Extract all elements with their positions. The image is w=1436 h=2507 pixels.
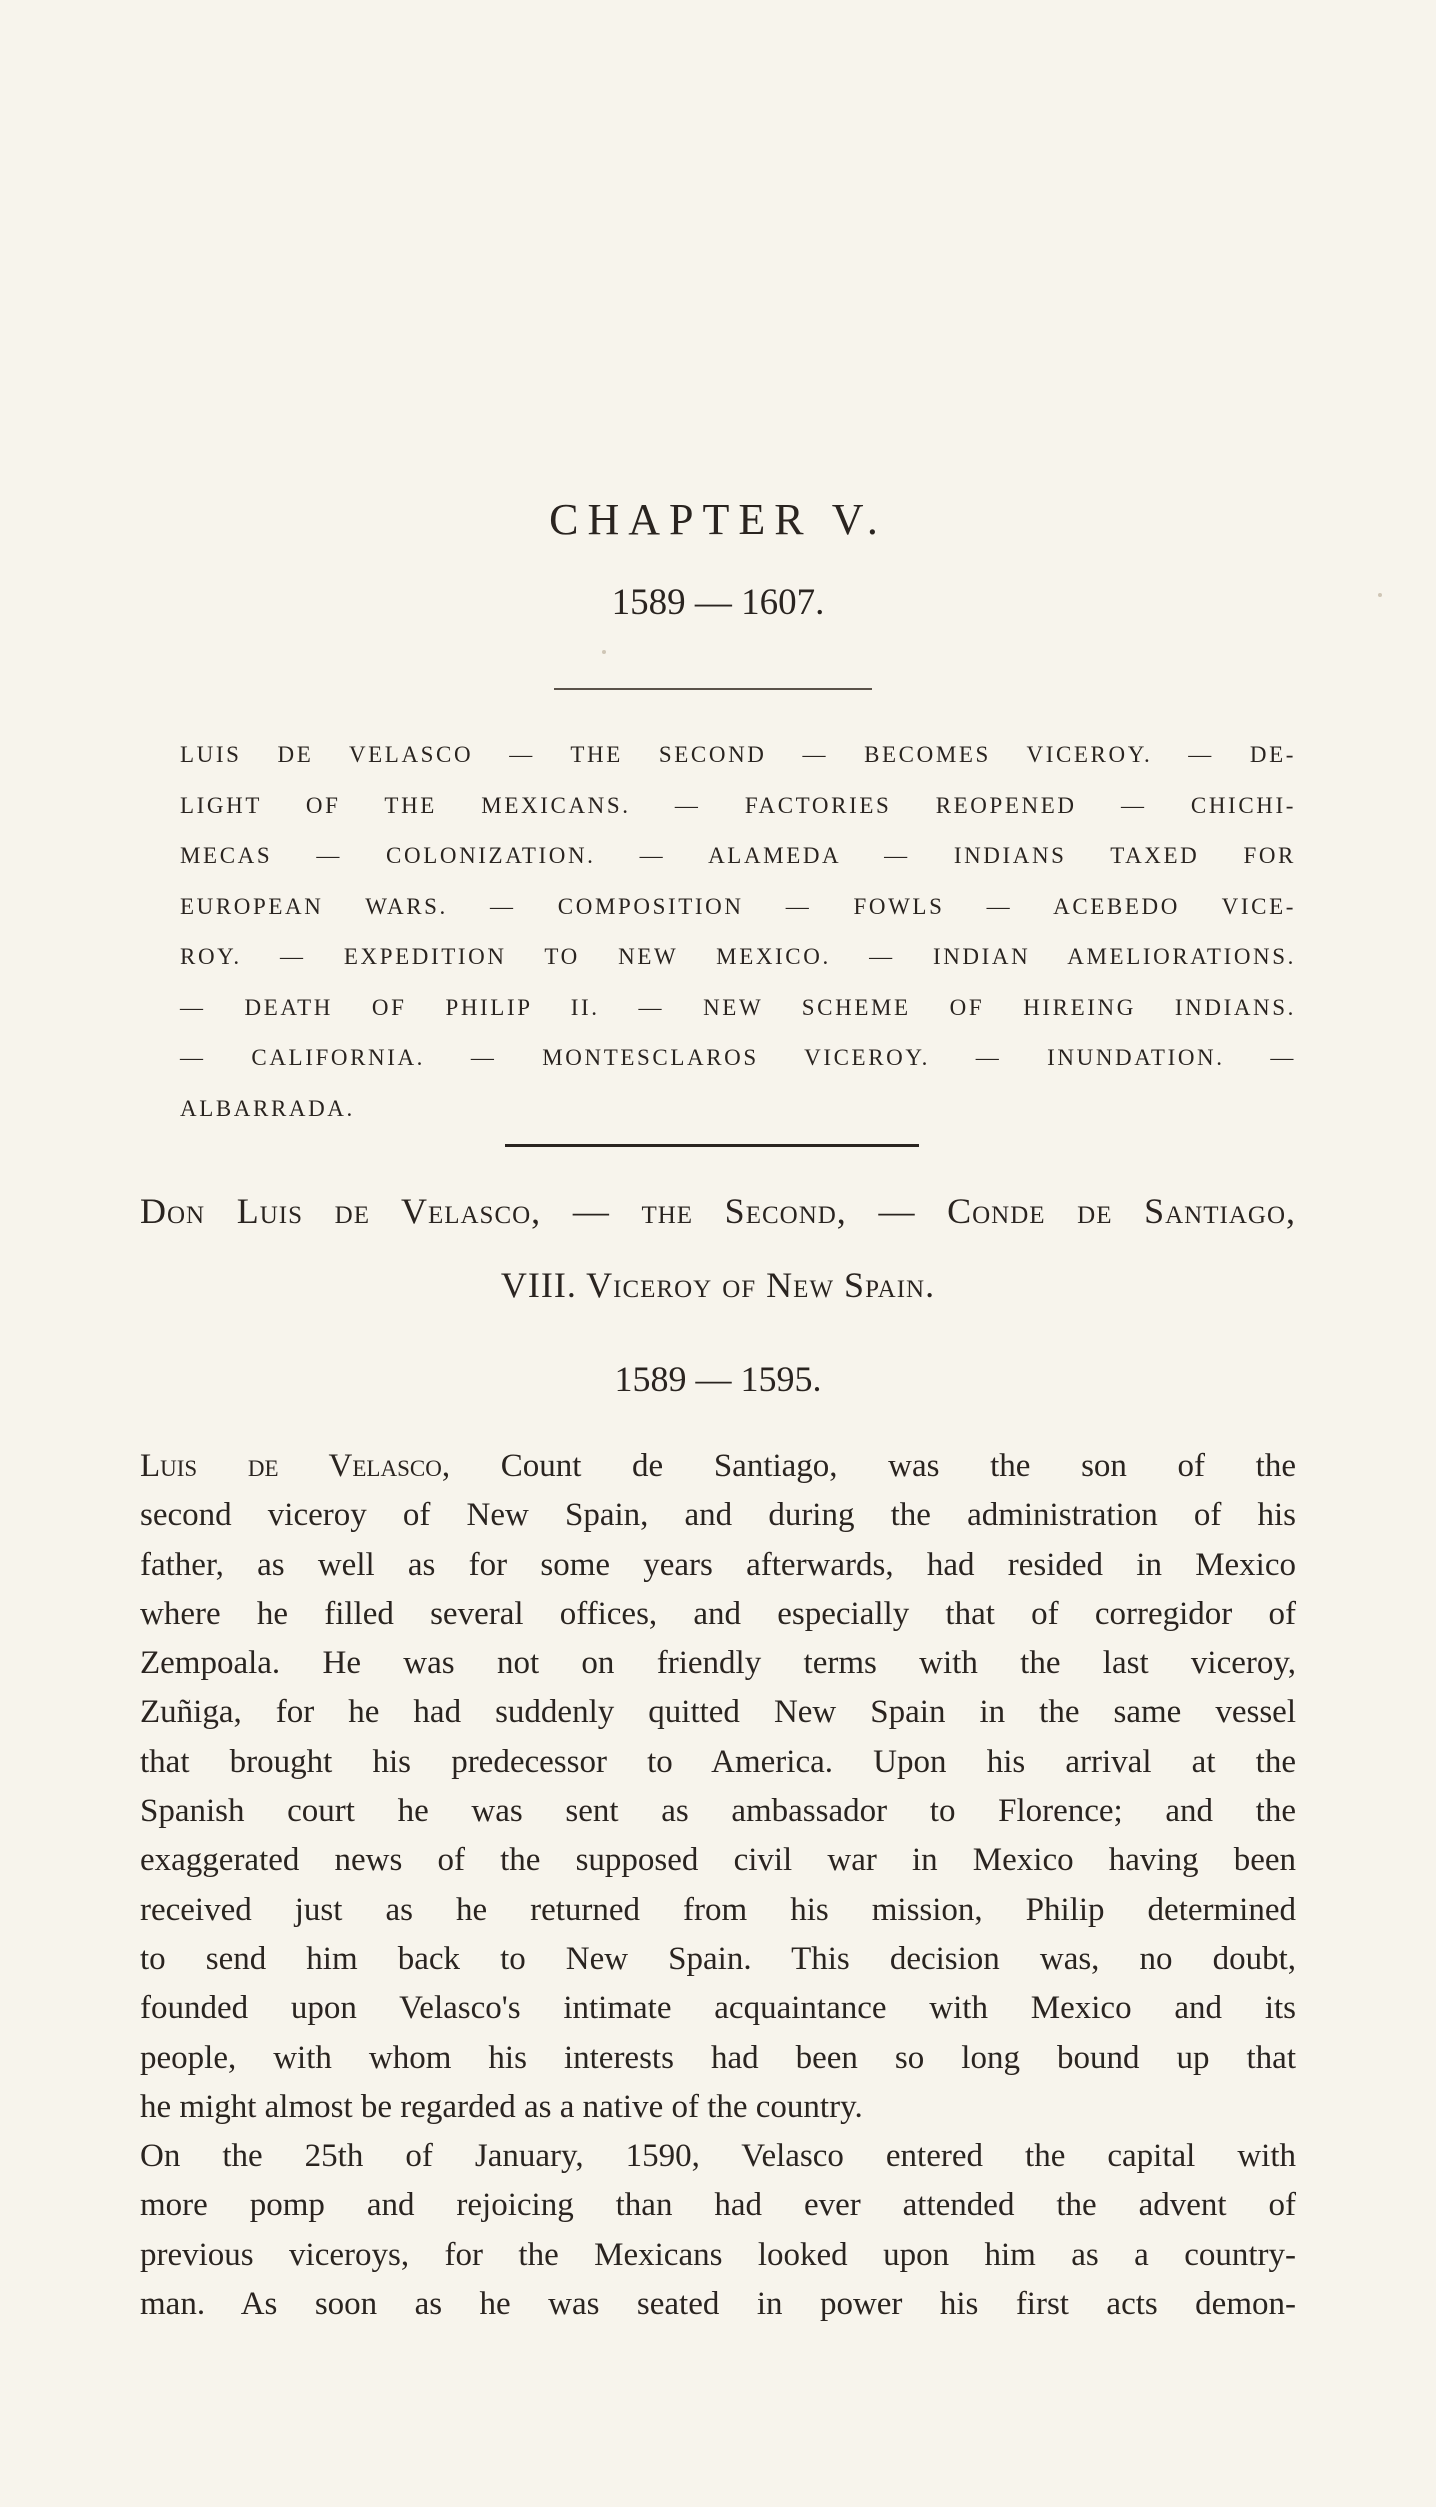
paragraph-line: where he filled several offices, and especially that of corregidor of <box>140 1595 1296 1632</box>
summary-line: ROY. — EXPEDITION TO NEW MEXICO. — INDIAN AMELIORATIONS. <box>180 944 1296 969</box>
chapter-years: 1589 — 1607. <box>611 582 825 623</box>
ornamental-rule <box>554 688 872 690</box>
paragraph-line: people, with whom his interests had been so long bound up that <box>140 2039 1296 2076</box>
paragraph-line: On the 25th of January, 1590, Velasco entered the capital with <box>140 2138 1296 2175</box>
chapter-title: CHAPTER V. <box>549 495 887 544</box>
paragraph-lead: Luis de Velasco, <box>140 1448 451 1484</box>
paragraph-line: man. As soon as he was seated in power his first acts demon- <box>140 2286 1296 2323</box>
section-heading <box>140 1180 1296 1316</box>
paragraph-line: founded upon Velasco's intimate acquaintance with Mexico and its <box>140 1990 1296 2027</box>
paragraph-line: exaggerated news of the supposed civil war in Mexico having been <box>140 1842 1296 1879</box>
summary-line: LIGHT OF THE MEXICANS. — FACTORIES REOPENED — CHICHI- <box>180 792 1296 818</box>
ink-speck <box>1378 593 1382 597</box>
section-heading-line1: Don Luis de Velasco, — the Second, — Conde de Santiago, <box>140 1191 1296 1231</box>
section-heading-line2: VIII. Viceroy of New Spain. <box>500 1265 936 1305</box>
summary-line: EUROPEAN WARS. — COMPOSITION — FOWLS — ACEBEDO VICE- <box>180 893 1296 919</box>
paragraph-line <box>140 1442 1296 1491</box>
paragraph-line: to send him back to New Spain. This decision was, no doubt, <box>140 1940 1296 1977</box>
paragraph-line: he might almost be regarded as a native of the country. <box>140 2088 863 2125</box>
summary-line: ALBARRADA. <box>180 1095 355 1121</box>
summary-line: — DEATH OF PHILIP II. — NEW SCHEME OF HIREING INDIANS. <box>180 994 1296 1020</box>
summary-line: MECAS — COLONIZATION. — ALAMEDA — INDIANS TAXED FOR <box>180 843 1296 868</box>
section-divider <box>505 1144 919 1147</box>
body-text <box>140 1442 1296 2329</box>
paragraph-line: previous viceroys, for the Mexicans looked upon him as a country- <box>140 2236 1296 2273</box>
section-years: 1589 — 1595. <box>614 1359 822 1399</box>
chapter-summary <box>180 730 1296 1134</box>
paragraph-line: that brought his predecessor to America. Upon his arrival at the <box>140 1743 1296 1780</box>
paragraph-line: Zuñiga, for he had suddenly quitted New Spain in the same vessel <box>140 1694 1296 1731</box>
summary-line: — CALIFORNIA. — MONTESCLAROS VICEROY. — INUNDATION. — <box>180 1045 1296 1070</box>
paragraph-line: more pomp and rejoicing than had ever attended the advent of <box>140 2187 1296 2224</box>
paragraph-line-rest: Count de Santiago, was the son of the <box>450 1448 1296 1484</box>
paragraph-line: father, as well as for some years afterwards, had resided in Mexico <box>140 1546 1296 1583</box>
paragraph-line: Spanish court he was sent as ambassador to Florence; and the <box>140 1793 1296 1830</box>
ink-speck <box>602 650 606 654</box>
paragraph-line: received just as he returned from his mission, Philip determined <box>140 1891 1296 1928</box>
paragraph-line: Zempoala. He was not on friendly terms with the last viceroy, <box>140 1645 1296 1682</box>
paragraph-line: second viceroy of New Spain, and during the administration of his <box>140 1497 1296 1534</box>
summary-line: LUIS DE VELASCO — THE SECOND — BECOMES VICEROY. — DE- <box>180 742 1296 767</box>
